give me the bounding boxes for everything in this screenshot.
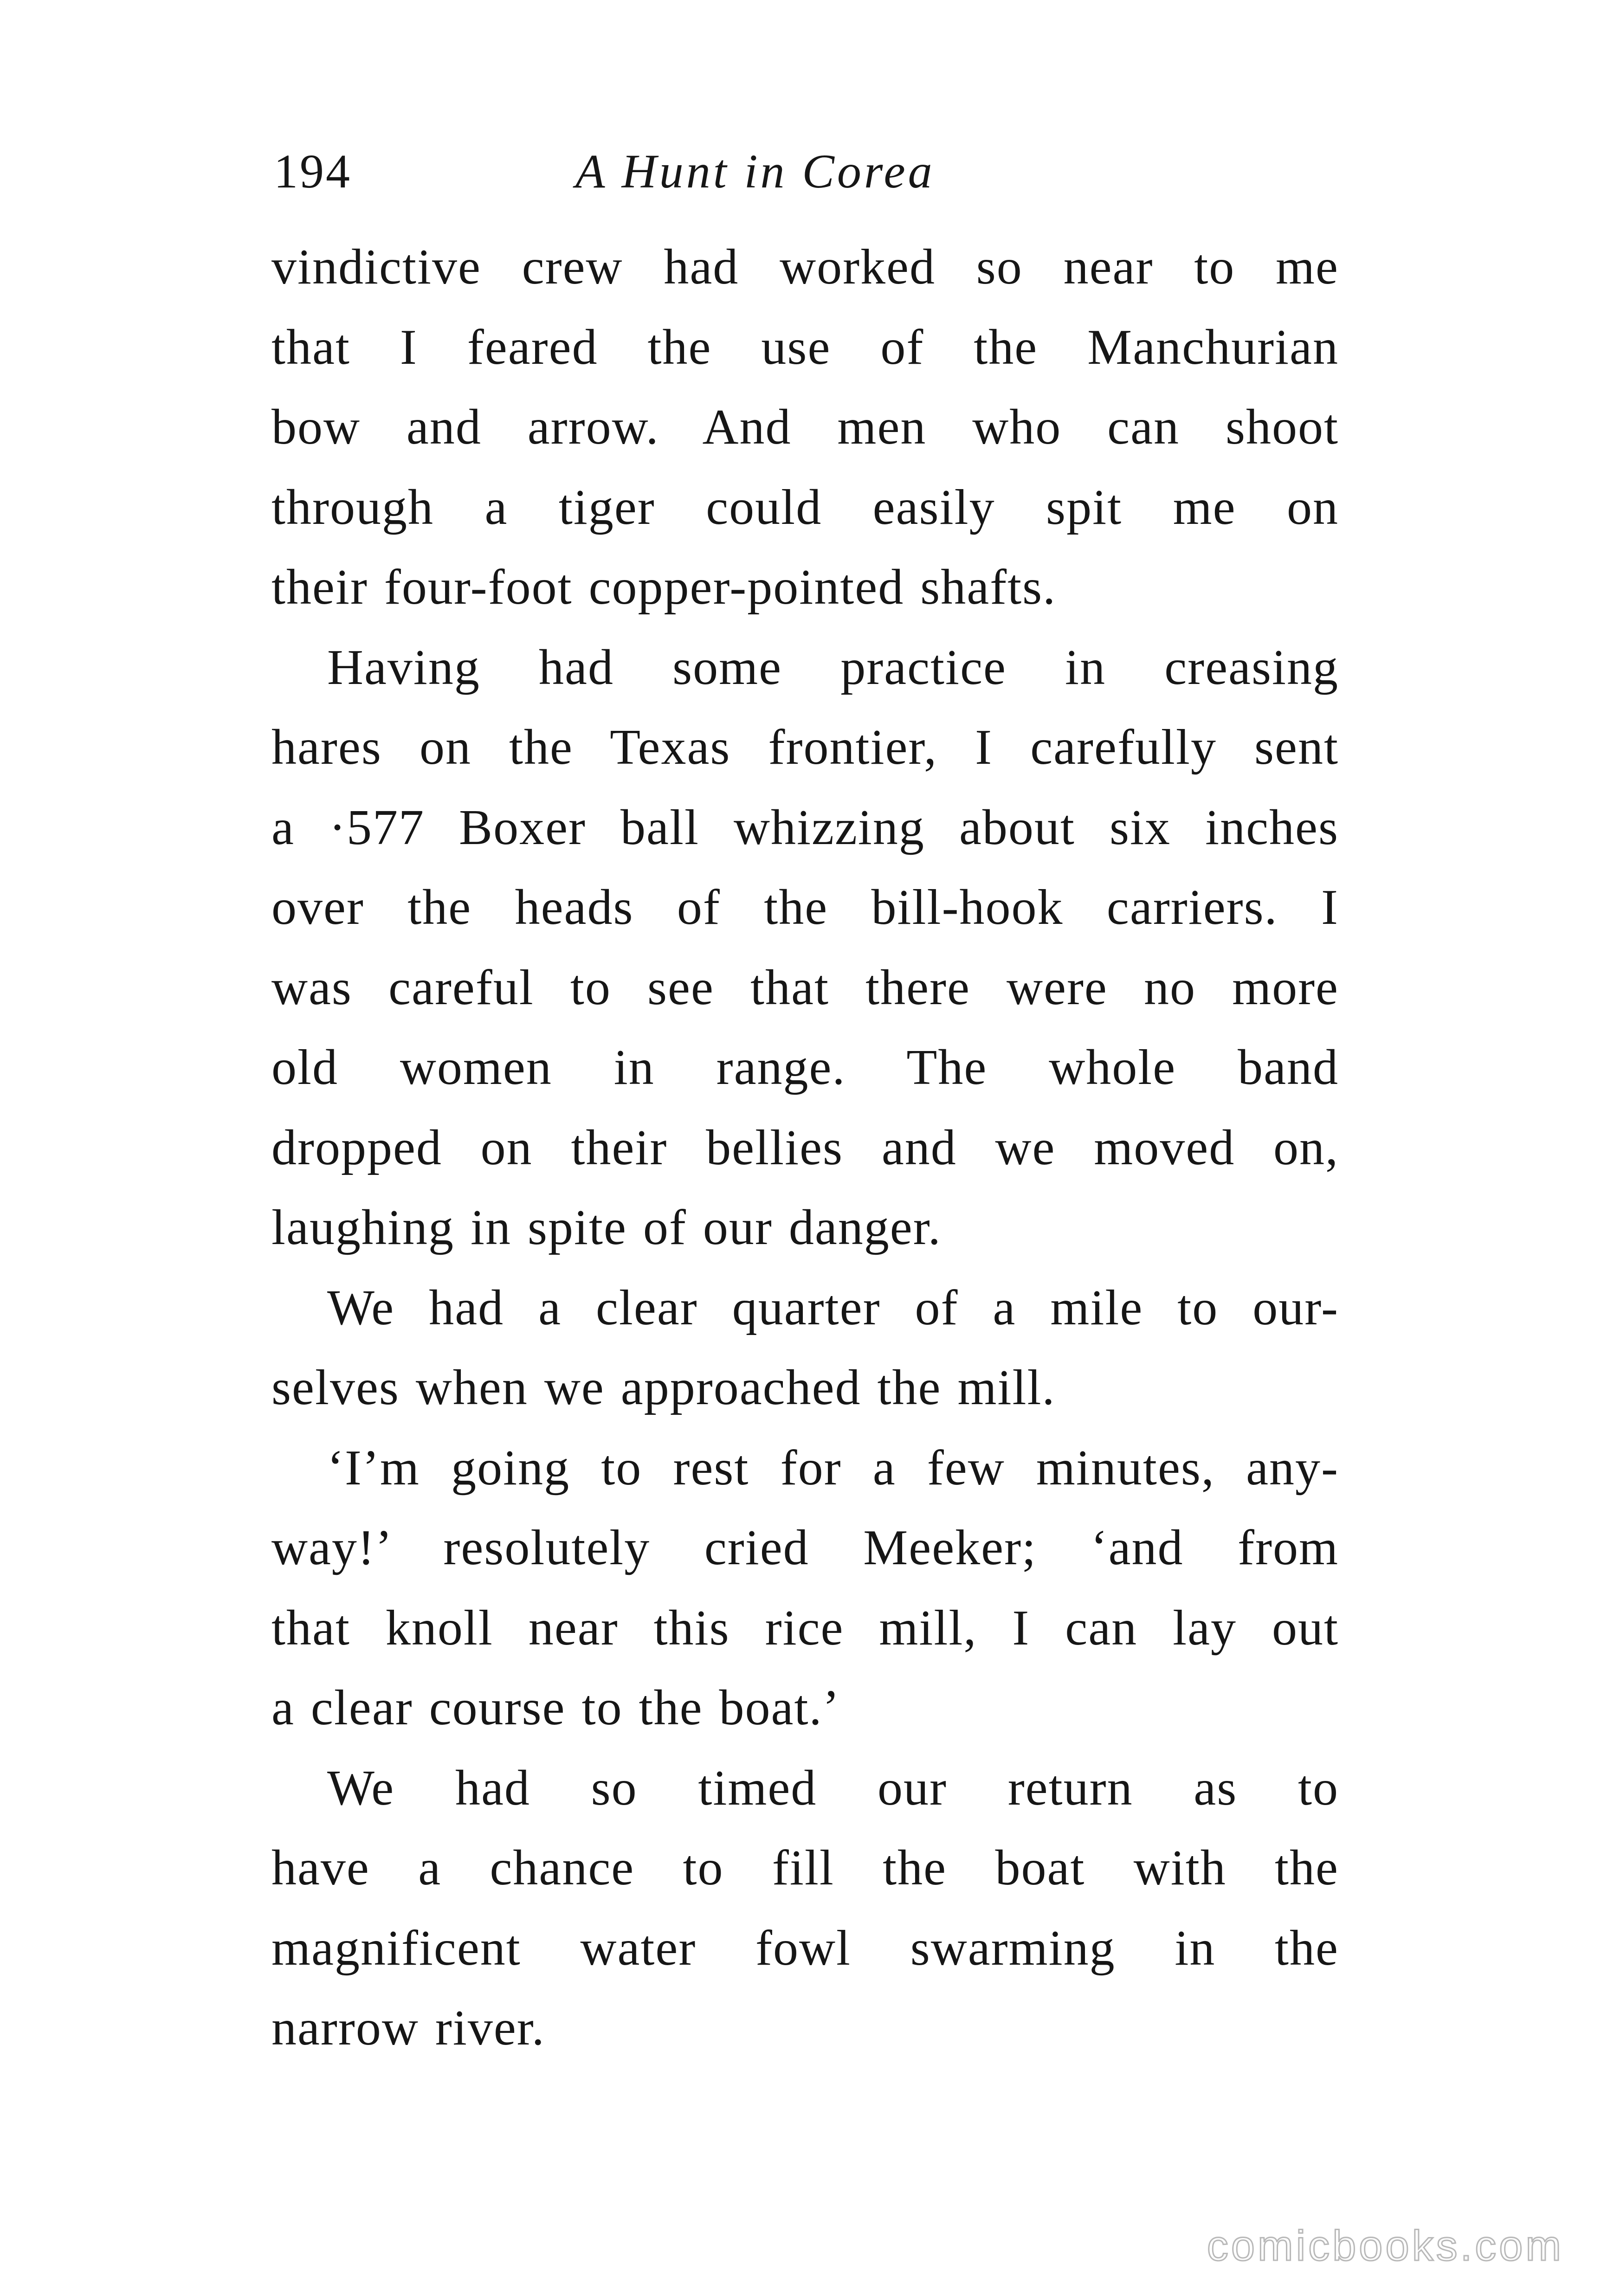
text-line: Having had some practice in creasing — [327, 639, 1339, 695]
text-line: We had a clear quarter of a mile to our- — [327, 1280, 1339, 1335]
site-watermark: comicbooks.com — [1207, 2222, 1564, 2270]
page-number: 194 — [274, 145, 352, 198]
text-line: hares on the Texas frontier, I carefully sent — [271, 720, 1339, 775]
paragraph-2 — [271, 628, 1339, 1268]
text-line: a clear course to the boat.’ — [271, 1680, 840, 1735]
paragraph-4 — [271, 1428, 1339, 1748]
text-line: ‘I’m going to rest for a few minutes, any- — [327, 1440, 1339, 1496]
running-head — [274, 139, 1336, 204]
text-line: old women in range. The whole band — [271, 1040, 1339, 1095]
body-text — [271, 227, 1339, 2069]
text-line: over the heads of the bill-hook carriers. I — [271, 880, 1339, 935]
text-line: their four-foot copper-pointed shafts. — [271, 560, 1057, 615]
paragraph-3 — [271, 1268, 1339, 1428]
text-line: magnificent water fowl swarming in the — [271, 1920, 1339, 1976]
text-line: narrow river. — [271, 2000, 545, 2056]
paragraph-5 — [271, 1748, 1339, 2069]
text-line: selves when we approached the mill. — [271, 1360, 1056, 1415]
paragraph-1 — [271, 227, 1339, 628]
text-line: laughing in spite of our danger. — [271, 1200, 942, 1255]
text-line: that I feared the use of the Manchurian — [271, 319, 1339, 375]
text-line: bow and arrow. And men who can shoot — [271, 400, 1339, 455]
text-line: vindictive crew had worked so near to me — [271, 239, 1339, 295]
text-line: dropped on their bellies and we moved on, — [271, 1120, 1339, 1175]
text-line: was careful to see that there were no more — [271, 960, 1339, 1015]
text-line: a ·577 Boxer ball whizzing about six inches — [271, 800, 1339, 855]
text-line: We had so timed our return as to — [327, 1760, 1339, 1816]
text-line: way!’ resolutely cried Meeker; ‘and from — [271, 1520, 1339, 1575]
text-line: have a chance to fill the boat with the — [271, 1840, 1339, 1896]
text-line: that knoll near this rice mill, I can lay out — [271, 1600, 1339, 1656]
running-title: A Hunt in Corea — [575, 145, 935, 198]
text-line: through a tiger could easily spit me on — [271, 479, 1339, 535]
